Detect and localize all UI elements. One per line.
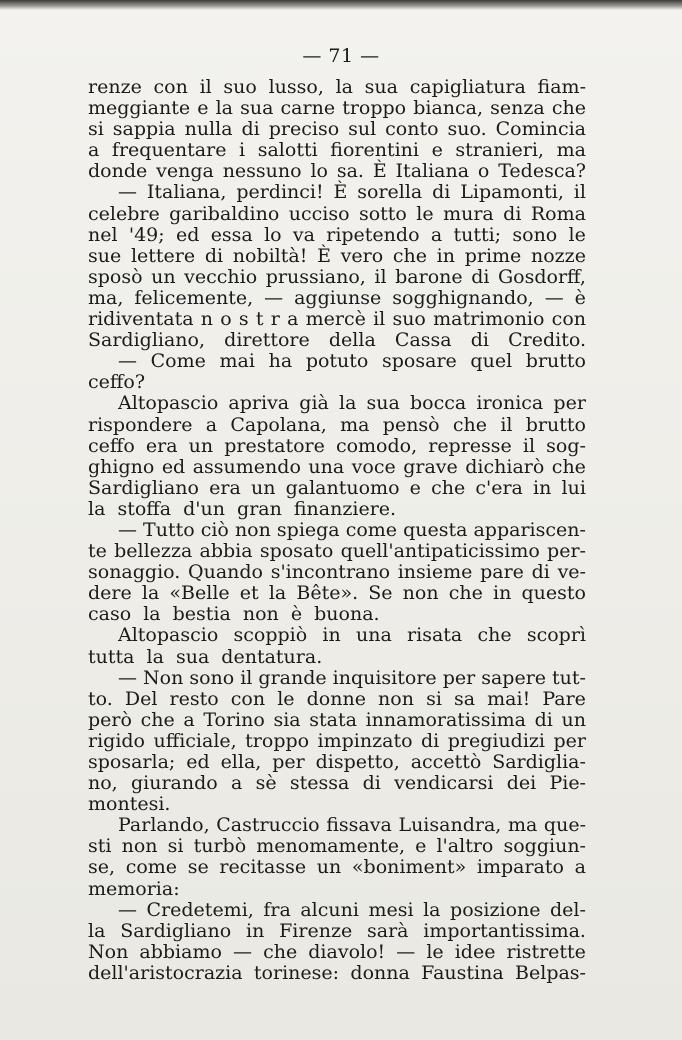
text-line: a frequentare i salotti fiorentini e stranieri, ma [88,139,586,162]
text-line: però che a Torino sia stata innamoratissima di un [88,708,586,731]
text-line: meggiante e la sua carne troppo bianca, senza che [88,97,586,120]
text-line: — Non sono il grande inquisitore per sapere tut- [118,666,586,689]
text-line: Non abbiamo — che diavolo! — le idee ristrette [88,940,586,963]
text-line: — Italiana, perdinci! È sorella di Lipamonti, il [118,181,586,204]
text-line: Altopascio scoppiò in una risata che scoprì [118,624,586,647]
body-text [88,77,586,984]
text-line: dell'aristocrazia torinese: donna Faustina Belpas- [88,961,586,984]
text-line: sonaggio. Quando s'incontrano insieme pare di ve- [88,561,586,584]
text-line: tutta la sua dentatura. [88,645,323,668]
text-line: ceffo? [88,371,146,394]
text-line: se, come se recitasse un «boniment» imparato a [88,856,586,879]
text-line: Altopascio apriva già la sua bocca ironica per [118,392,586,415]
text-line: la stoffa d'un gran finanziere. [88,497,397,520]
text-line: sposarla; ed ella, per dispetto, accettò Sardiglia- [88,751,586,773]
text-line: nel '49; ed essa lo va ripetendo a tutti; sono le [88,223,586,246]
text-line: te bellezza abbia sposato quell'antipaticissimo per- [88,540,586,563]
text-line: — Come mai ha potuto sposare quel brutto [118,350,586,373]
text-line: to. Del resto con le donne non si sa mai! Pare [88,687,586,710]
text-line: ma, felicemente, — aggiunse sogghignando, — è [88,286,586,309]
text-line: sposò un vecchio prussiano, il barone di Gosdorff, [88,265,586,288]
scan-top-edge [0,0,682,10]
text-line: celebre garibaldino ucciso sotto le mura di Roma [88,202,586,225]
text-line: Parlando, Castruccio fissava Luisandra, ma que- [118,814,586,837]
text-line: no, giurando a sè stessa di vendicarsi dei Pie- [88,772,586,795]
text-line: Sardigliano era un galantuomo e che c'era in lui [88,476,586,499]
text-line: rigido ufficiale, troppo impinzato di pregiudizi per [88,729,586,752]
text-line: donde venga nessuno lo sa. È Italiana o Tedesca? [88,160,586,183]
text-line: si sappia nulla di preciso sul conto suo. Comincia [88,118,586,141]
text-line: rispondere a Capolana, ma pensò che il brutto [88,413,586,436]
page-number: — 71 — [302,45,380,67]
text-line: sti non si turbò menomamente, e l'altro soggiun- [88,835,586,858]
text-line: memoria: [88,877,180,900]
text-line: renze con il suo lusso, la sua capigliatura fiam- [88,76,586,98]
text-line: la Sardigliano in Firenze sarà importantissima. [88,919,586,942]
text-line: ridiventata n o s t r a mercè il suo matrimonio con [88,308,586,331]
text-line: ghigno ed assumendo una voce grave dichiarò che [88,455,586,478]
text-line: caso la bestia non è buona. [88,603,380,626]
text-line: dere la «Belle et la Bête». Se non che in questo [88,582,586,605]
text-line: sue lettere di nobiltà! È vero che in prime nozze [88,244,586,267]
text-line: — Credetemi, fra alcuni mesi la posizione del- [118,898,586,921]
text-line: montesi. [88,793,171,816]
text-line: — Tutto ciò non spiega come questa appariscen- [118,518,586,541]
text-line: Sardigliano, direttore della Cassa di Credito. [88,329,586,352]
text-line: ceffo era un prestatore comodo, represse il sog- [88,434,586,457]
